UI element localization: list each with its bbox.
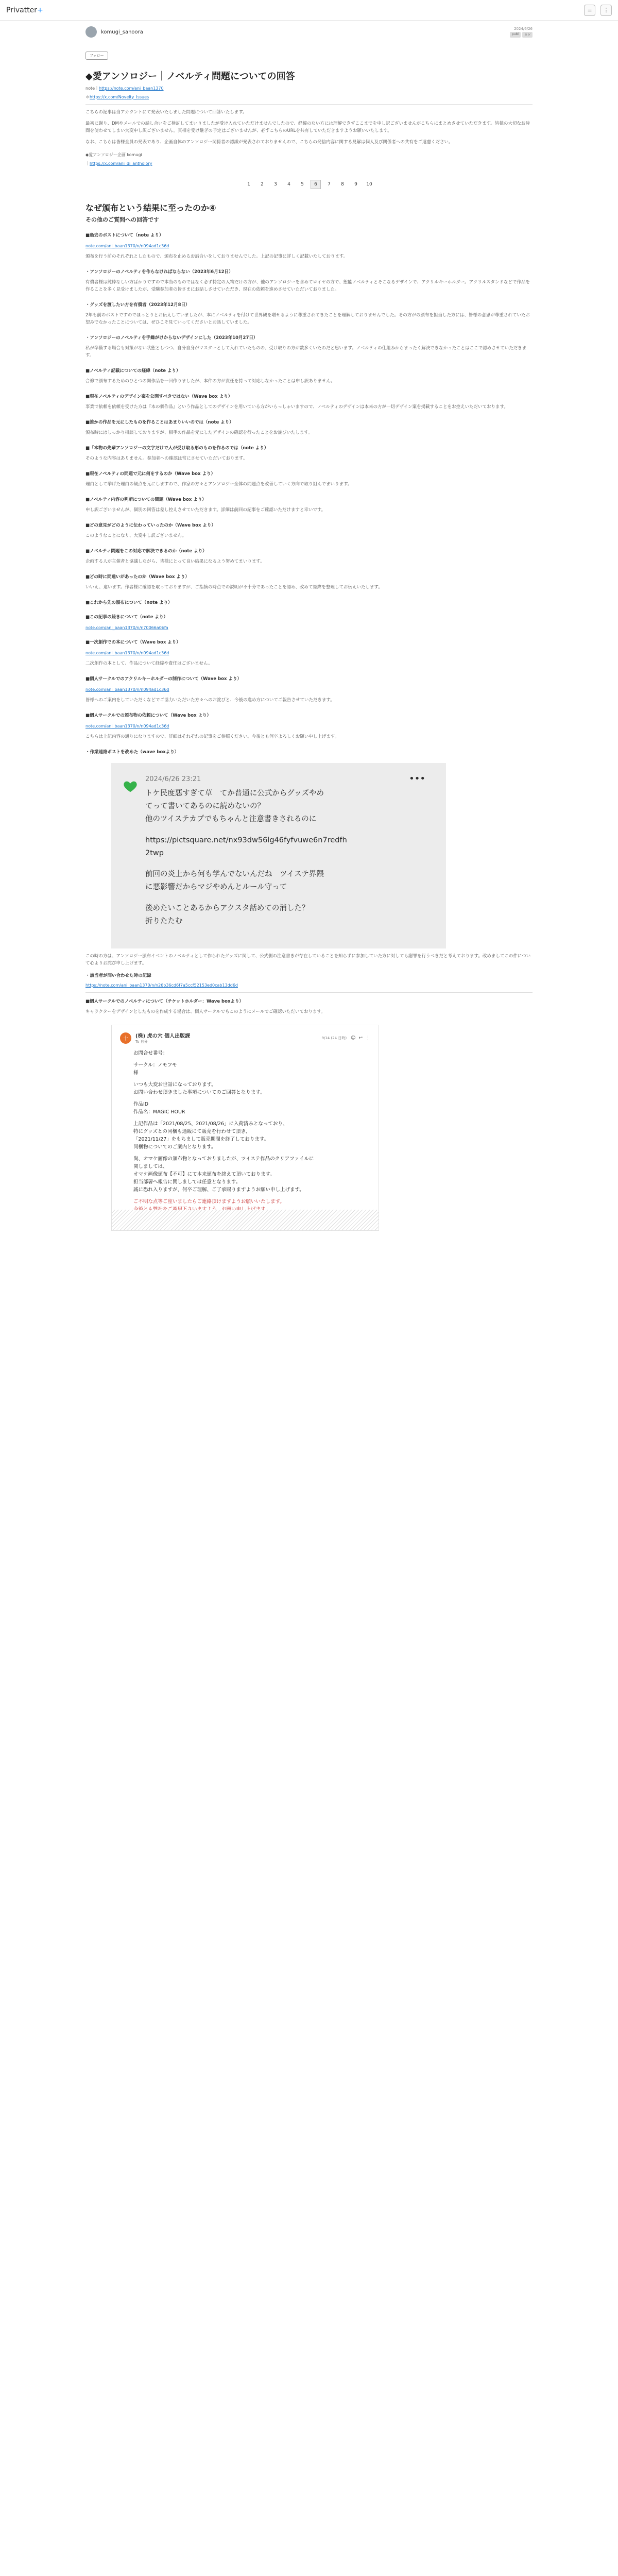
qa-body: 皆様へのご案内をしていただくなどでご協力いただいた方々へのお詫びと、今後の進め方についてご報告させていただきます。	[85, 698, 335, 703]
email-line: 特にグッズとの同梱も通販にて販売を行わせて頂き、	[133, 1129, 251, 1134]
page-link-1[interactable]: 1	[247, 182, 250, 187]
top-bar	[0, 0, 618, 21]
email-line: お問合せ番号：	[133, 1050, 168, 1056]
footer-link-label: ｜	[85, 161, 90, 166]
qa-heading: ■「本物の先輩アンソロジーの文字だけで人が受け取る形のものを作るのでは（note より）	[85, 446, 269, 451]
qa-heading: ■ノベルティ問題をこの対応で解決できるのか（note より）	[85, 549, 207, 554]
reply-icon[interactable]: ↩	[358, 1035, 363, 1041]
tweet-text	[145, 787, 434, 928]
avatar[interactable]	[85, 26, 97, 38]
qa-item	[85, 367, 533, 385]
qa-body: 申し訳ございませんが、個別の回答は差し控えさせていただきます。詳細は前回の記事をご確認いただけますと幸いです。	[85, 507, 326, 513]
tweet-screenshot	[111, 763, 446, 948]
qa-body: 理由として挙げた理由の観点を元にしますので、作家の方々とアンソロジー全体の問題点を改善していく方向で取り組んでまいります。	[85, 482, 352, 487]
email-recipient: To 自分	[135, 1040, 148, 1044]
qa-heading: ■この記事の続きについて（note より）	[85, 615, 168, 620]
badge: タグ	[522, 32, 533, 38]
qa-body: そのような内容はありません。参加者への確認は常にさせていただいております。	[85, 456, 248, 461]
page-link-2[interactable]: 2	[261, 182, 264, 187]
qa-body: 有償者様は純粋なしい方ばかりですので本当のものではなく必ず特定の人物だけの方が、他のアンソロジーを含めてロイヤの方で、態能ノベルティとそこなるデザインで、アクリルキーホルダー。アクリルスタンドなどで作品を作ることを多く見受けましたが、受験参加者の皆さまにお話しさせていただき、現在の依頼を進めさせていただいておりました。	[85, 280, 530, 292]
page-link-10[interactable]: 10	[366, 182, 372, 187]
brand-name: Privatter	[6, 6, 38, 14]
qa-item	[85, 470, 533, 488]
email-date: 9/14 (24 日時)	[321, 1036, 347, 1040]
link-prefix: note｜	[85, 86, 99, 91]
email-body	[120, 1049, 370, 1213]
qa-body: 頒布を行う前のそれぞれとしたもので、頒布を止めるお話合いをしておりませんでした。上記の記事に詳しく記載いたしております。	[85, 254, 348, 259]
qa-link[interactable]: note.com/ani_baan1370/n/n094ad1c36d	[85, 724, 169, 728]
qa-body: 二次創作の本として、作品について経緯や責任はございません。	[85, 661, 213, 666]
tweet-spacer	[145, 826, 434, 834]
intro-paragraph: 最初に謝り、DMやメールでの話し合いをご検討してまいりましたが受け入れていただけませんでしたので、経緯のない方には理解できずここまでを申し訳ございませんがこちらにまとめさせていただきます。皆様の大切なお時間を使わせてしまい大変申し訳ございません。真相を受け継ぎの予定はございませんが、必ずこちらのURLを共有していただきますようお願いいたします。	[85, 121, 530, 133]
qa-heading: ・グッズを渡したい方を有償者（2023年12月8日）	[85, 302, 190, 308]
section-title: なぜ頒布という結果に至ったのか④	[85, 203, 216, 213]
qa-heading: ■ノベルティ記載についての経緯（note より）	[85, 368, 181, 374]
qa-body: 頒布時にはしっかり相談しておりますが、相手の作品を元にしたデザインの確認を行ったことをお詫びいたします。	[85, 430, 313, 435]
email-line: サークル：ノモフモ	[133, 1062, 177, 1068]
section-subhead: その他のご質問への回答です	[85, 216, 159, 223]
qa-item	[85, 334, 533, 359]
email-spacer	[133, 1077, 370, 1081]
qa-item	[85, 393, 533, 411]
tweet-spacer	[145, 860, 434, 868]
intro-paragraphs	[85, 109, 533, 146]
menu-icon[interactable]: ≡	[584, 5, 595, 16]
email-spacer	[133, 1151, 370, 1155]
post-meta	[510, 27, 533, 38]
tweet-line: 2twp	[145, 849, 164, 857]
qa-list	[85, 232, 533, 755]
qa-body: 企画する人が主催者と協議しながら、皆様にとって良い結果になるよう努めてまいります。	[85, 559, 265, 564]
post-title: ◆愛アンソロジー｜ノベルティ問題についての回答	[85, 71, 295, 82]
inquiry-record-link[interactable]: https://note.com/ani_baan1370/n/n26b36cd6f7a5ccf52153ed0cab13dd6d	[85, 983, 238, 988]
intro-paragraph: こちらの記事は当アカウントにて発表いたしました問題について回答いたします。	[85, 110, 247, 115]
author-header	[85, 25, 533, 39]
qa-item	[85, 749, 533, 755]
email-red-line: ご不明な点等ご座いましたらご連絡頂けますようお願いいたします。	[133, 1199, 285, 1205]
qa-body: このようなことになり、大変申し訳ございません。	[85, 533, 187, 538]
qa-item	[85, 232, 533, 260]
link-line	[85, 94, 533, 100]
email-line: オマケ画像頒布【不可】にて本来頒布を終えて頂いております。	[133, 1172, 275, 1177]
email-spacer	[133, 1096, 370, 1100]
tweet-line: 後めたいことあるからアクスタ話めての消した？	[145, 904, 310, 912]
link-prefix: ＊	[85, 95, 90, 99]
tweet-line: てって書いてあるのに読めないの？	[145, 802, 265, 810]
email-line: 関しましては、	[133, 1164, 168, 1170]
divider	[85, 992, 533, 993]
email-line: 同梱物についてのご案内となります。	[133, 1144, 216, 1150]
page-link-9[interactable]: 9	[354, 182, 357, 187]
qa-item	[85, 419, 533, 436]
tweet-line: 他のツイステカプでもちゃんと注意書きされるのに	[145, 815, 317, 823]
footer-link-label: ◆愛アンソロジー企画 komugi	[85, 152, 142, 157]
redacted-stripes	[112, 1210, 379, 1230]
footer-link-line	[85, 152, 533, 158]
email-spacer	[133, 1194, 370, 1198]
qa-item	[85, 496, 533, 514]
intro-footer-links	[85, 152, 533, 166]
email-sender: (株) 虎の穴 個人出版課	[135, 1033, 191, 1039]
more-dots-icon[interactable]: •••	[409, 773, 425, 784]
qa-body: 私が準備する場合も対策がない状態としつつ、自分自身がマスターとして入れていたものの、受け取りの方が数多くいたのだと思います。ノベルティの仕組みからまったく解決できなかったことはここで認めさせていただきます。	[85, 346, 527, 358]
ticket-holder-body: キャラクターをデザインとしたものを作成する場合は、個人サークルでもこのようにメールでご確認いただいております。	[85, 1009, 325, 1014]
author-name[interactable]: komugi_sanoora	[101, 29, 143, 35]
qa-link[interactable]: note.com/ani_baan1370/n/n70066a0bfa	[85, 625, 168, 630]
tweet-line: 折りたたむ	[145, 917, 183, 925]
page-link-5[interactable]: 5	[301, 182, 304, 187]
qa-item	[85, 614, 533, 631]
email-line: 尚、オマケ画像の頒布物となっておりましたが、ツイステ作品のクリアファイルに	[133, 1156, 314, 1162]
qa-item	[85, 712, 533, 740]
external-link[interactable]: https://note.com/ani_baan1370	[99, 86, 164, 91]
email-header	[120, 1031, 370, 1044]
email-line: 上記作品は「2021/08/25、2021/08/26」に入荷済みとなっており、	[133, 1121, 288, 1127]
tweet-line: https://pictsquare.net/nx93dw56lg46fyfvuwe6n7redfh	[145, 836, 347, 844]
post-links	[85, 86, 533, 100]
qa-heading: ■現在ノベルティのデザイン案を公開すべきではない（Wave box より）	[85, 394, 233, 399]
qa-body: 事業で依頼を依頼を受けた方は『本の個作品』という作品としてのデザインを用いている方がいらっしゃいますので、ノベルティのデザインは本来の方が一切デザイン案を掲載することをお控えいただいております。	[85, 404, 508, 410]
qa-item	[85, 268, 533, 293]
qa-item	[85, 573, 533, 591]
qa-item	[85, 639, 533, 667]
qa-heading: ■過去のポストについて（note より）	[85, 233, 164, 238]
qa-heading: ■ノベルティ内容の判断についての問題（Wave box より）	[85, 497, 207, 502]
page-link-8[interactable]: 8	[341, 182, 344, 187]
email-line: お問い合わせ頂きました事項についてのご回答となります。	[133, 1090, 265, 1095]
qa-item	[85, 599, 533, 605]
tweet-line: に悪影響だからマジやめんとルール守って	[145, 883, 287, 891]
qa-item	[85, 301, 533, 326]
tweet-spacer	[145, 894, 434, 902]
qa-item	[85, 548, 533, 565]
qa-heading: ■誰かの作品を元にしたものを作ることはあまりいいのでは（note より）	[85, 420, 234, 425]
footer-link-line	[85, 161, 533, 166]
qa-body: こちらは上記内容の通りになりますので、詳細はそれぞれの記事をご参照ください。今後とも何卒よろしくお願い申し上げます。	[85, 734, 339, 739]
intro-paragraph: なお、こちらは皆様全員の発表であり、企画自体のアンソロジー関係者の認識が発表されておりませんので、こちらの発信内容に関する見解は個人及び関係者への共有をご遠慮ください。	[85, 140, 453, 145]
qa-heading: ■一次創作での本について（Wave box より）	[85, 640, 181, 645]
external-link[interactable]: https://x.com/ani_di_antholory	[90, 161, 152, 166]
tweet-line: トケ民度悪すぎて草 てか普通に公式からグッズやめ	[145, 789, 324, 798]
external-link[interactable]: https://x.com/Novelty_Issues	[90, 95, 149, 99]
tweet-date: 2024/6/26 23:21	[145, 775, 201, 783]
email-line: いつも大変お世話になっております。	[133, 1082, 216, 1088]
email-spacer	[133, 1116, 370, 1120]
email-tools	[351, 1036, 370, 1041]
more-dots-icon[interactable]: ⋮	[366, 1035, 370, 1041]
ticket-holder-heading: ■個人サークルでのノベルティについて（チケットホルダー：Wave boxより）	[85, 999, 244, 1004]
inquiry-record-heading: ・該当者が問い合わせた時の記録	[85, 973, 151, 978]
link-line	[85, 86, 533, 91]
qa-heading: ・作業連絡ポストを改めた（wave boxより）	[85, 750, 179, 755]
email-line: 作品ID	[133, 1101, 149, 1107]
pagination	[85, 180, 533, 189]
post-date: 2024/6/26	[514, 26, 533, 31]
qa-item	[85, 675, 533, 704]
qa-link[interactable]: note.com/ani_baan1370/n/n094ad1c36d	[85, 687, 169, 692]
top-icons	[584, 5, 612, 16]
email-screenshot	[111, 1025, 379, 1231]
tweet-line: 前回の炎上から何も学んでないんだね ツイステ界隈	[145, 870, 324, 878]
qa-link[interactable]: note.com/ani_baan1370/n/n094ad1c36d	[85, 244, 169, 248]
qa-heading: ・アンソロジーのノベルティを作らなければならない（2023年6月12日）	[85, 269, 233, 275]
qa-link[interactable]: note.com/ani_baan1370/n/n094ad1c36d	[85, 651, 169, 655]
qa-body: 2年も前のポストですのでほっとりとお伝えしていましたが、本にノベルティを付けて世界観を増せるように尊重されてきたことを理解しておりませんでした。その方がの頒布を担当した方には、皆様の意思が尊重されていたお望みでなかったことについては、ぜひこそ見ていってくださいとお話していました。	[85, 313, 530, 325]
sender-avatar: 十	[120, 1032, 131, 1044]
email-line: 「2021/11/27」をもちまして販売期間を終了しております。	[133, 1137, 269, 1142]
brand-plus: +	[37, 6, 43, 14]
more-vertical-icon[interactable]: ⋮	[600, 5, 612, 16]
email-line: 誠に恐れ入りますが、何卒ご理解、ご了承賜りますようお願い申し上げます。	[133, 1187, 304, 1193]
qa-heading: ・アンソロジーのノベルティを手繰がけからないデザインにした（2023年10月27日）	[85, 335, 258, 341]
page-link-4[interactable]: 4	[287, 182, 290, 187]
qa-body: 合修で頒布するためのひとつの開作品を一回作りましたが、本件の方が責任を持って対応しなかったことは申し訳ありません。	[85, 379, 335, 384]
page-link-3[interactable]: 3	[274, 182, 277, 187]
smile-icon[interactable]: ☺	[351, 1035, 356, 1041]
qa-item	[85, 445, 533, 462]
green-heart-icon	[123, 778, 138, 794]
qa-heading: ■現在ノベルティの問題で元に何をするのか（Wave box より）	[85, 471, 215, 477]
email-line: 担当部署へ報告に関しましては任意となります。	[133, 1179, 241, 1185]
qa-body: いいえ、違います。作者様に確認を取っておりますが、ご指摘の時点での説明が不十分であったことを認め、改めて経緯を整理してお伝えいたします。	[85, 585, 383, 590]
after-tweet-paragraph: この時の方は、アンソロジー頒布イベントのノベルティとして作られたグッズに関して、公式側の注意書きが存在していることを知らずに参加していた方に対しても謝罪を行うべきだと考えております。改めましてこの件について心よりお詫び申し上げます。	[85, 954, 531, 966]
brand-logo[interactable]	[6, 6, 43, 14]
follow-button[interactable]: フォロー	[85, 52, 108, 60]
email-spacer	[133, 1057, 370, 1061]
page-link-7[interactable]: 7	[328, 182, 331, 187]
qa-heading: ■個人サークルでの頒布物の依頼について（Wave box より）	[85, 713, 212, 718]
divider	[85, 104, 533, 105]
page-link-6[interactable]: 6	[311, 180, 321, 189]
badge: publ	[510, 32, 521, 38]
qa-heading: ■どの時に間違いがあったのか（Wave box より）	[85, 574, 190, 580]
qa-heading: ■個人サークルでのアクリルキーホルダーの制作について（Wave box より）	[85, 676, 242, 682]
qa-item	[85, 522, 533, 539]
qa-heading: ■これから先の頒布について（note より）	[85, 600, 173, 605]
qa-heading: ■どの意見がどのように伝わっていったのか（Wave box より）	[85, 523, 216, 528]
badges	[510, 32, 533, 38]
email-line: 様	[133, 1070, 139, 1076]
main-content	[85, 25, 533, 1231]
email-line: 作品名：MAGIC HOUR	[133, 1109, 185, 1115]
